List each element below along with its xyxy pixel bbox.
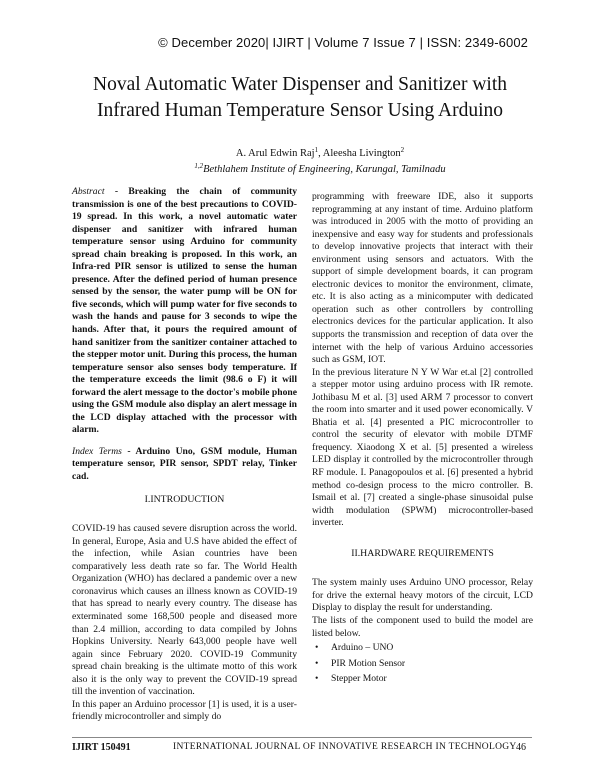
footer-page-number: 46 xyxy=(516,742,526,753)
intro-paragraph-3: In the previous literature N Y W War et.al [2] controlled a stepper motor using arduino process with IR remote. Jothibasu M et al. [3] used ARM 7 processor to convert the room into smarter and it used power economically. V Bhatia et al. [4] presented a PIC microcontroller to control the security of elevator with mobile DTMF frequency. Xiaodong X et al. [5] presented a wireless LED display it controlled by the microcontroller through RF module. I. Panagopoulos et al. [6] presented a hybrid method co-design process to the micro controller. B. Ismail et al. [7] created a single-phase sinusoidal pulse width modulation (SPWM) microcontroller-based inverter. xyxy=(312,366,533,529)
author-1-name: A. Arul Edwin Raj xyxy=(235,148,315,159)
affiliation xyxy=(60,163,580,177)
intro-paragraph-2-part-2: programming with freeware IDE, also it supports reprogramming at any instant of time. Arduino platform was introduced in 2005 with the motto of providing an inexpensive and easy way for students and professionals to develop innovative projects that interact with their environment using sensors and actuators. With the support of simple development boards, it can program electronic devices to monitor the environment, climate, etc. It is also acting as a minicomputer with dedicated operation such as other controllers by controlling electronics devices for the particular application. It also supports the transmission and reception of data over the internet with the help of various Arduino accessories such as GSM, IOT. xyxy=(312,191,533,366)
abstract xyxy=(72,186,297,437)
hardware-paragraph-1: The system mainly uses Arduino UNO processor, Relay for drive the external heavy motors of the circuit, LCD Display to display the result for understanding. xyxy=(312,577,533,614)
intro-paragraph-2-cont xyxy=(312,191,533,367)
bullet-icon: • xyxy=(315,642,319,654)
intro-paragraph-2-start xyxy=(72,699,297,724)
intro-paragraph-2-part-1: In this paper an Arduino processor [1] is used, it is a user-friendly microcontroller and simply do xyxy=(72,698,297,723)
hardware-paragraph-2: The lists of the component used to build the model are listed below. xyxy=(312,614,533,639)
footer-journal-name: INTERNATIONAL JOURNAL OF INNOVATIVE RESEARCH IN TECHNOLOGY xyxy=(173,742,517,752)
index-terms-heading: Index Terms xyxy=(72,445,122,457)
component-list xyxy=(312,641,533,687)
list-item: • Stepper Motor xyxy=(312,672,533,687)
index-terms-body: - Arduino Uno, GSM module, Human temperature sensor, PIR sensor, SPDT relay, Tinker cad. xyxy=(72,445,298,483)
bullet-icon: • xyxy=(315,657,319,669)
index-terms xyxy=(72,446,297,484)
journal-header: © December 2020| IJIRT | Volume 7 Issue 7 | ISSN: 2349-6002 xyxy=(158,35,528,50)
section-heading-hardware: II.HARDWARE REQUIREMENTS xyxy=(351,547,494,559)
title-line-2: Infrared Human Temperature Sensor Using Arduino xyxy=(96,100,504,121)
intro-paragraph-1: COVID-19 has caused severe disruption across the world. In general, Europe, Asia and U.S have abided the effect of the infection, while Asian countries have been comparatively less death rate so far. The World Health Organization (WHO) has declared a pandemic over a new coronavirus which causes an illness known as COVID-19 that has spread to nearly every country. The disease has exterminated some 168,500 people and diseased more than 2.4 million, according to data compiled by Johns Hopkins University. Nearly 643,000 people have well again since February 2020. COVID-19 Community spread chain breaking is the ultimate motto of this work also it is the only way to prevent the COVID-19 spread till the invention of vaccination. xyxy=(72,523,297,698)
section-heading-introduction: I.INTRODUCTION xyxy=(144,493,225,505)
author-2-sup: 2 xyxy=(400,146,405,154)
author-list xyxy=(60,147,580,161)
author-separator: , xyxy=(318,148,323,159)
footer-rule xyxy=(72,737,532,738)
affiliation-text: Bethlahem Institute of Engineering, Karungal, Tamilnadu xyxy=(203,164,446,175)
list-item: • Arduino – UNO xyxy=(312,641,533,656)
bullet-icon: • xyxy=(315,673,319,685)
left-column xyxy=(72,186,297,724)
footer-paper-id: IJIRT 150491 xyxy=(72,742,131,753)
list-item: • PIR Motion Sensor xyxy=(312,657,533,672)
paper-title xyxy=(40,72,560,124)
right-column xyxy=(312,191,533,688)
abstract-body: - Breaking the chain of community transmission is one of the best precautions to COVID- 19 spread. In this work, a novel automatic water dispenser and sanitizer with infrared human temperature sensor using Arduino for community spread chain breaking is proposed. In this work, an Infra-red PIR sensor is utilized to sense the human presence. After the defined period of human presence sensed by the sensor, the water pump will be ON for five seconds, which will pump water for five seconds to wash the hands and pause for 3 seconds to wipe the hands. After that, it pours the required amount of hand sanitizer from the sanitizer container attached to the stepper motor unit. During this process, the human temperature sensor also senses body temperature. If the temperature exceeds the limit (98.6 o F) it will forward the alert message to the doctor's mobile phone using the GSM module also display an alert message in the LCD display attached with the processor with alarm. xyxy=(72,186,297,436)
author-1-sup: 1 xyxy=(314,146,319,154)
title-line-1: Noval Automatic Water Dispenser and Sanitizer with xyxy=(93,74,507,95)
abstract-heading: Abstract xyxy=(72,186,105,197)
affiliation-sup: 1,2 xyxy=(194,162,204,170)
author-2-name: Aleesha Livington xyxy=(322,148,401,159)
